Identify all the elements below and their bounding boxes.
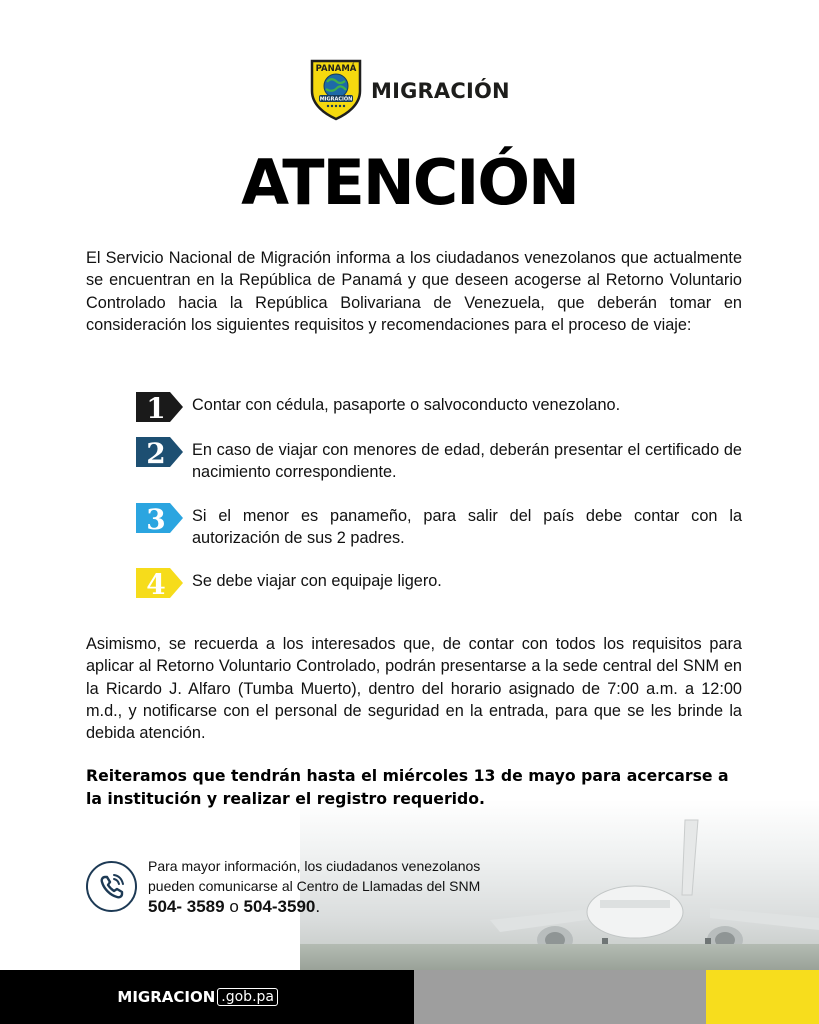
requirement-number: 2 — [146, 437, 166, 467]
footer-black-segment — [0, 970, 414, 1024]
requirement-text: Si el menor es panameño, para salir del país debe contar con la autorización de sus 2 padres. — [192, 507, 742, 548]
intro-paragraph: El Servicio Nacional de Migración informa a los ciudadanos venezolanos que actualmente se encuentran en la República de Panamá y que deseen acogerse al Retorno Voluntario Controlado hacia la República Bolivariana de Venezuela, que deberán tomar en consideración los siguientes requisitos y recomendaciones para el proceso de viaje: — [86, 249, 742, 334]
phone-number-2[interactable]: 504-3590 — [243, 897, 316, 916]
runway-strip — [300, 944, 819, 972]
contact-line-2: pueden comunicarse al Centro de Llamadas del SNM — [148, 877, 481, 894]
footer-gray-segment — [414, 970, 706, 1024]
number-4-arrow-icon — [136, 568, 183, 598]
contact-block — [86, 857, 480, 917]
phone-icon — [86, 861, 137, 912]
requirement-item — [136, 503, 742, 550]
requirement-number: 1 — [146, 392, 166, 422]
requirement-item — [136, 437, 742, 484]
migracion-shield-icon — [309, 57, 363, 121]
number-1-arrow-icon — [136, 392, 183, 422]
number-2-arrow-icon — [136, 437, 183, 467]
requirement-number: 3 — [146, 503, 166, 533]
shield-bottom-text: MIGRACIÓN — [319, 96, 353, 103]
contact-line-1: Para mayor información, los ciudadanos venezolanos — [148, 858, 481, 874]
page-title: ATENCIÓN — [241, 146, 578, 219]
number-3-arrow-icon — [136, 503, 183, 533]
brand-name: MIGRACIÓN — [371, 79, 510, 103]
migracion-logo — [309, 57, 510, 121]
requirement-text: En caso de viajar con menores de edad, deberán presentar el certificado de nacimiento correspondiente. — [192, 441, 742, 482]
requirement-text: Contar con cédula, pasaporte o salvoconducto venezolano. — [192, 396, 621, 414]
website-link[interactable] — [117, 988, 278, 1006]
requirement-item — [136, 568, 742, 598]
shield-top-text: PANAMÁ — [315, 64, 357, 74]
site-name: MIGRACION — [117, 988, 216, 1006]
phone-separator: o — [229, 897, 239, 916]
phone-end: . — [315, 897, 321, 916]
requirement-text: Se debe viajar con equipaje ligero. — [192, 572, 442, 590]
reminder-paragraph: Reiteramos que tendrán hasta el miércoles 13 de mayo para acercarse a la institución y realizar el registro requerido. — [86, 766, 729, 808]
footer-yellow-segment — [706, 970, 819, 1024]
body-paragraph: Asimismo, se recuerda a los interesados que, de contar con todos los requisitos para aplicar al Retorno Voluntario Controlado, podrán presentarse a la sede central del SNM en la Ricardo J. Alfaro (Tumba Muerto), dentro del horario asignado de 7:00 a.m. a 12:00 m.d., y notificarse con el personal de seguridad en la entrada, para que se les brinde la debida atención. — [86, 635, 742, 743]
requirement-item — [136, 392, 742, 422]
footer-bar — [0, 970, 819, 1024]
requirement-number: 4 — [146, 568, 166, 598]
site-domain: .gob.pa — [217, 988, 278, 1006]
phone-number-1[interactable]: 504- 3589 — [148, 897, 225, 916]
